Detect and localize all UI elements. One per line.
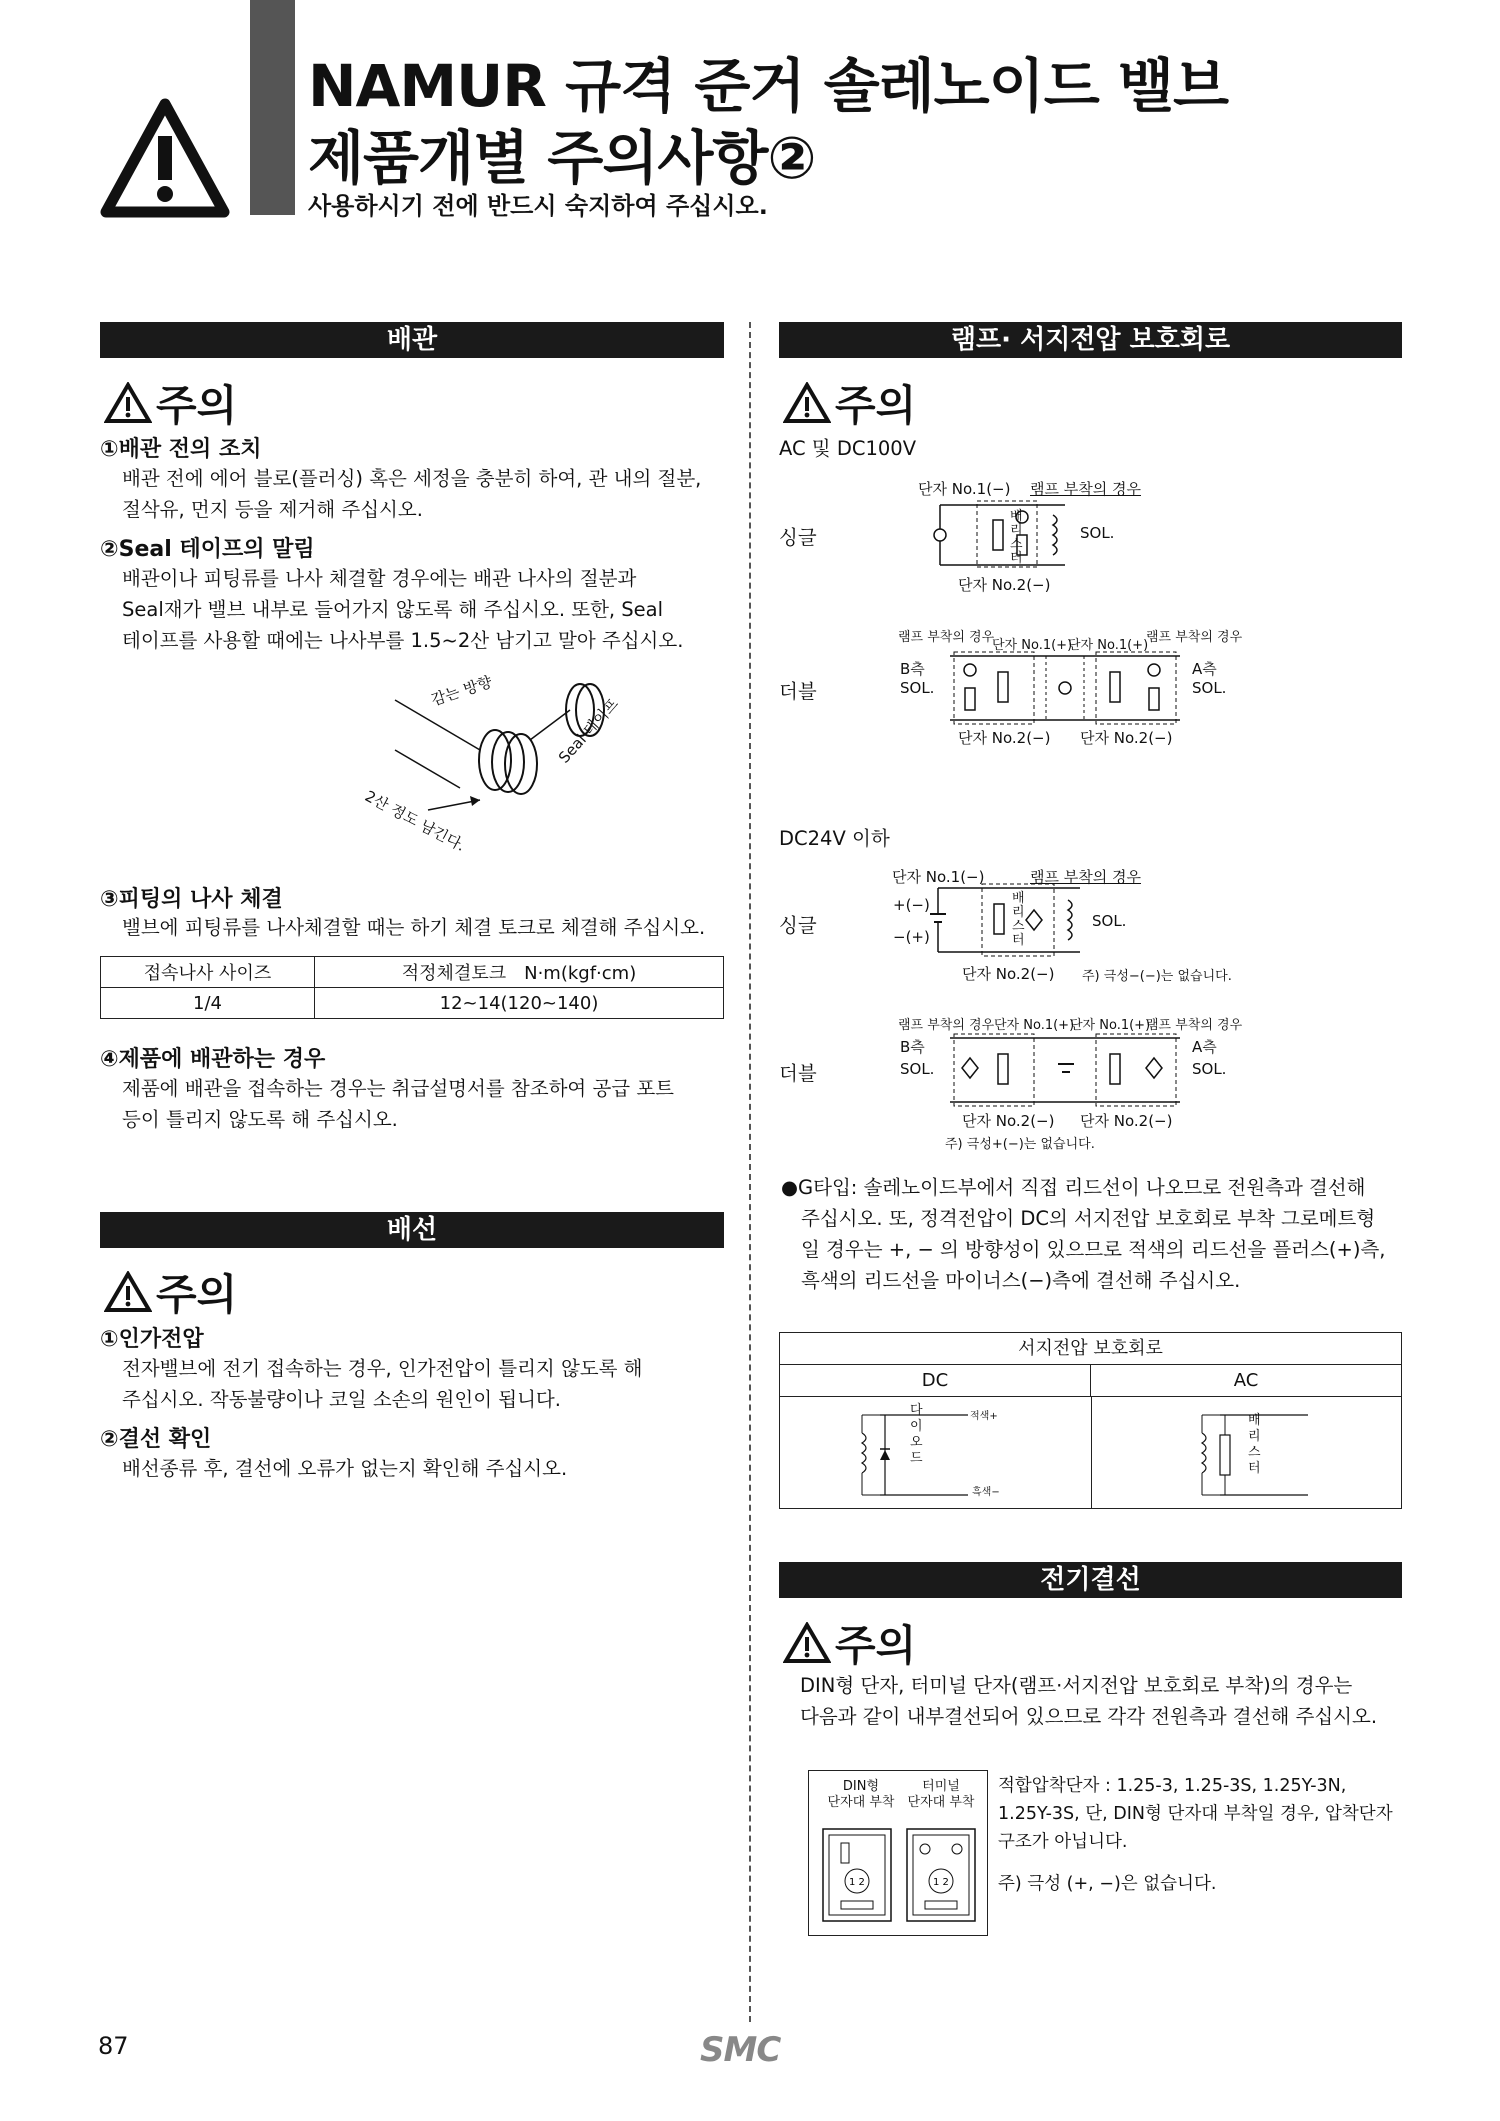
sol-label: SOL. <box>1192 1060 1227 1078</box>
item-title: ①배관 전의 조치 <box>100 437 262 462</box>
caution-heading: 주의 <box>104 1262 237 1322</box>
sol-label: SOL. <box>1080 524 1115 542</box>
column-divider <box>749 322 751 2022</box>
sol-label: SOL. <box>900 679 935 697</box>
item-text: 배관이나 피팅류를 나사 체결할 경우에는 배관 나사의 절분과 Seal재가 밸브 내부로 들어가지 않도록 해 주십시오. 또한, Seal 테이프를 사용할 때에는 나사부를 1.5~2산 남기고 말아 주십시오. <box>122 567 684 652</box>
table-cell: 12~14(120~140) <box>315 988 724 1019</box>
item-title: ②Seal 테이프의 말림 <box>100 537 315 562</box>
terminal-blocks-drawing <box>819 1823 979 1927</box>
wind-direction-label: 감는 방향 <box>428 672 495 710</box>
single-label: 싱글 <box>779 914 817 937</box>
lamp-case-label: 램프 부착의 경우 <box>1146 1018 1243 1033</box>
terminal-label: 단자 No.2(−) <box>1080 1112 1173 1130</box>
caution-heading: 주의 <box>783 373 916 433</box>
lamp-case-label: 램프 부착의 경우 <box>1030 868 1141 886</box>
polarity-note: 주) 극성−(−)는 없습니다. <box>1082 969 1232 984</box>
sol-label: SOL. <box>1092 912 1127 930</box>
terminal-label: 단자 No.2(−) <box>962 1112 1055 1130</box>
terminal-block-label: 터미널 단자대 부착 <box>907 1779 975 1810</box>
terminal-figure <box>808 1770 988 1936</box>
a-side-label: A측 <box>1192 660 1217 678</box>
warning-icon <box>783 382 831 424</box>
leave-threads-label: 2산 정도 남긴다. <box>362 786 469 855</box>
lamp-case-label: 램프 부착의 경우 <box>898 630 995 645</box>
item-title: ①인가전압 <box>100 1327 204 1352</box>
polarity-label: −(+) <box>893 928 930 946</box>
terminal-label: 단자 No.1(+) <box>1068 638 1149 653</box>
a-side-label: A측 <box>1192 1038 1217 1056</box>
polarity-label: +(−) <box>893 896 930 914</box>
warning-triangle-icon <box>100 98 230 218</box>
item-title: ④제품에 배관하는 경우 <box>100 1047 326 1072</box>
g-type-note: ●G타입: 솔레노이드부에서 직접 리드선이 나오므로 전원측과 결선해 주십시오. 또, 정격전압이 DC의 서지전압 보호회로 부착 그로메트형 일 경우는 +, − 의 방향성이 있으므로 적색의 리드선을 플러스(+)측, 흑색의 리드선을 마이너스(−)측에 결선해 주십시오. <box>781 1176 1386 1292</box>
page-title: NAMUR 규격 준거 솔레노이드 밸브 제품개별 주의사항② <box>308 52 1228 192</box>
polarity-note: 주) 극성 (+, −)은 없습니다. <box>998 1874 1217 1894</box>
red-lead-label: 적색+ <box>970 1411 998 1422</box>
black-lead-label: 흑색− <box>972 1487 1000 1498</box>
smc-logo: SMC <box>700 2030 781 2070</box>
terminal-label: 단자 No.1(+) <box>992 638 1073 653</box>
table-header: 적정체결토크 N·m(kgf·cm) <box>315 957 724 988</box>
table-header: 접속나사 사이즈 <box>101 957 315 988</box>
item-text: 배선종류 후, 결선에 오류가 없는지 확인해 주십시오. <box>122 1457 568 1480</box>
section-bar-lamp: 램프· 서지전압 보호회로 <box>779 322 1402 358</box>
table-divider <box>1091 1397 1092 1509</box>
b-side-label: B측 <box>900 1038 925 1056</box>
svg-text:1 2: 1 2 <box>849 1877 865 1888</box>
header-accent-bar <box>250 0 295 215</box>
varistor-label: 배리스터 <box>1248 1413 1261 1476</box>
item-text: 전자밸브에 전기 접속하는 경우, 인가전압이 틀리지 않도록 해 주십시오. 작동불량이나 코일 소손의 원인이 됩니다. <box>122 1357 643 1411</box>
warning-icon <box>104 1271 152 1313</box>
svg-text:1 2: 1 2 <box>933 1877 949 1888</box>
terminal-label: 단자 No.2(−) <box>962 965 1055 983</box>
terminal-label: 단자 No.1(−) <box>892 868 985 886</box>
diode-label: 다이오드 <box>910 1403 923 1466</box>
terminal-label: 단자 No.1(−) <box>918 480 1011 498</box>
dc-voltage-label: DC24V 이하 <box>779 827 890 850</box>
lamp-case-label: 램프 부착의 경우 <box>1146 630 1243 645</box>
torque-table <box>100 956 724 1019</box>
item-text: 배관 전에 에어 블로(플러싱) 혹은 세정을 충분히 하여, 관 내의 절분, 절삭유, 먼지 등을 제거해 주십시오. <box>122 467 702 521</box>
varistor-label: 배리스터 <box>1012 891 1025 948</box>
ac-single-circuit <box>925 495 1075 575</box>
dc-double-circuit <box>940 1030 1190 1110</box>
table-header: AC <box>1233 1370 1259 1391</box>
page-subtitle: 사용하시기 전에 반드시 숙지하여 주십시오. <box>308 192 768 220</box>
ac-double-circuit <box>940 648 1190 728</box>
terminal-label: 단자 No.2(−) <box>1080 729 1173 747</box>
caution-heading: 주의 <box>783 1613 916 1673</box>
lamp-case-label: 램프 부착의 경우 <box>1030 480 1141 498</box>
double-label: 더블 <box>779 680 817 703</box>
seal-tape-label: Seal 테이프 <box>554 694 623 767</box>
single-label: 싱글 <box>779 526 817 549</box>
din-label: DIN형 단자대 부착 <box>827 1779 895 1810</box>
electrical-text: DIN형 단자, 터미널 단자(램프·서지전압 보호회로 부착)의 경우는 다음과 같이 내부결선되어 있으므로 각각 전원측과 결선해 주십시오. <box>800 1674 1378 1728</box>
item-title: ②결선 확인 <box>100 1427 212 1452</box>
caution-heading: 주의 <box>104 373 237 433</box>
item-text: 밸브에 피팅류를 나사체결할 때는 하기 체결 토크로 체결해 주십시오. <box>122 916 706 939</box>
double-label: 더블 <box>779 1062 817 1085</box>
page-number: 87 <box>98 2032 129 2060</box>
terminal-label: 단자 No.2(−) <box>958 729 1051 747</box>
ac-voltage-label: AC 및 DC100V <box>779 437 917 460</box>
varistor-label: 배리스터 <box>1010 509 1023 566</box>
dc-single-circuit <box>930 880 1090 960</box>
terminal-label: 단자 No.1(+) <box>994 1018 1075 1033</box>
warning-icon <box>104 382 152 424</box>
section-bar-wiring: 배선 <box>100 1212 724 1248</box>
crimp-terminal-note: 적합압착단자 : 1.25-3, 1.25-3S, 1.25Y-3N, 1.25Y-3S, 단, DIN형 단자대 부착일 경우, 압착단자 구조가 아닙니다. <box>998 1776 1393 1852</box>
item-title: ③피팅의 나사 체결 <box>100 887 283 912</box>
warning-icon <box>783 1622 831 1664</box>
terminal-label: 단자 No.2(−) <box>958 576 1051 594</box>
table-cell: 1/4 <box>101 988 315 1019</box>
terminal-label: 단자 No.1(+) <box>1070 1018 1151 1033</box>
polarity-note: 주) 극성+(−)는 없습니다. <box>945 1137 1095 1152</box>
sol-label: SOL. <box>1192 679 1227 697</box>
b-side-label: B측 <box>900 660 925 678</box>
table-header: DC <box>780 1365 1091 1396</box>
lamp-case-label: 램프 부착의 경우 <box>898 1018 995 1033</box>
surge-protection-table <box>779 1332 1402 1509</box>
sol-label: SOL. <box>900 1060 935 1078</box>
section-bar-electrical: 전기결선 <box>779 1562 1402 1598</box>
item-text: 제품에 배관을 접속하는 경우는 취급설명서를 참조하여 공급 포트 등이 틀리지 않도록 해 주십시오. <box>122 1077 674 1131</box>
table-header: 서지전압 보호회로 <box>780 1333 1401 1365</box>
section-bar-piping: 배관 <box>100 322 724 358</box>
